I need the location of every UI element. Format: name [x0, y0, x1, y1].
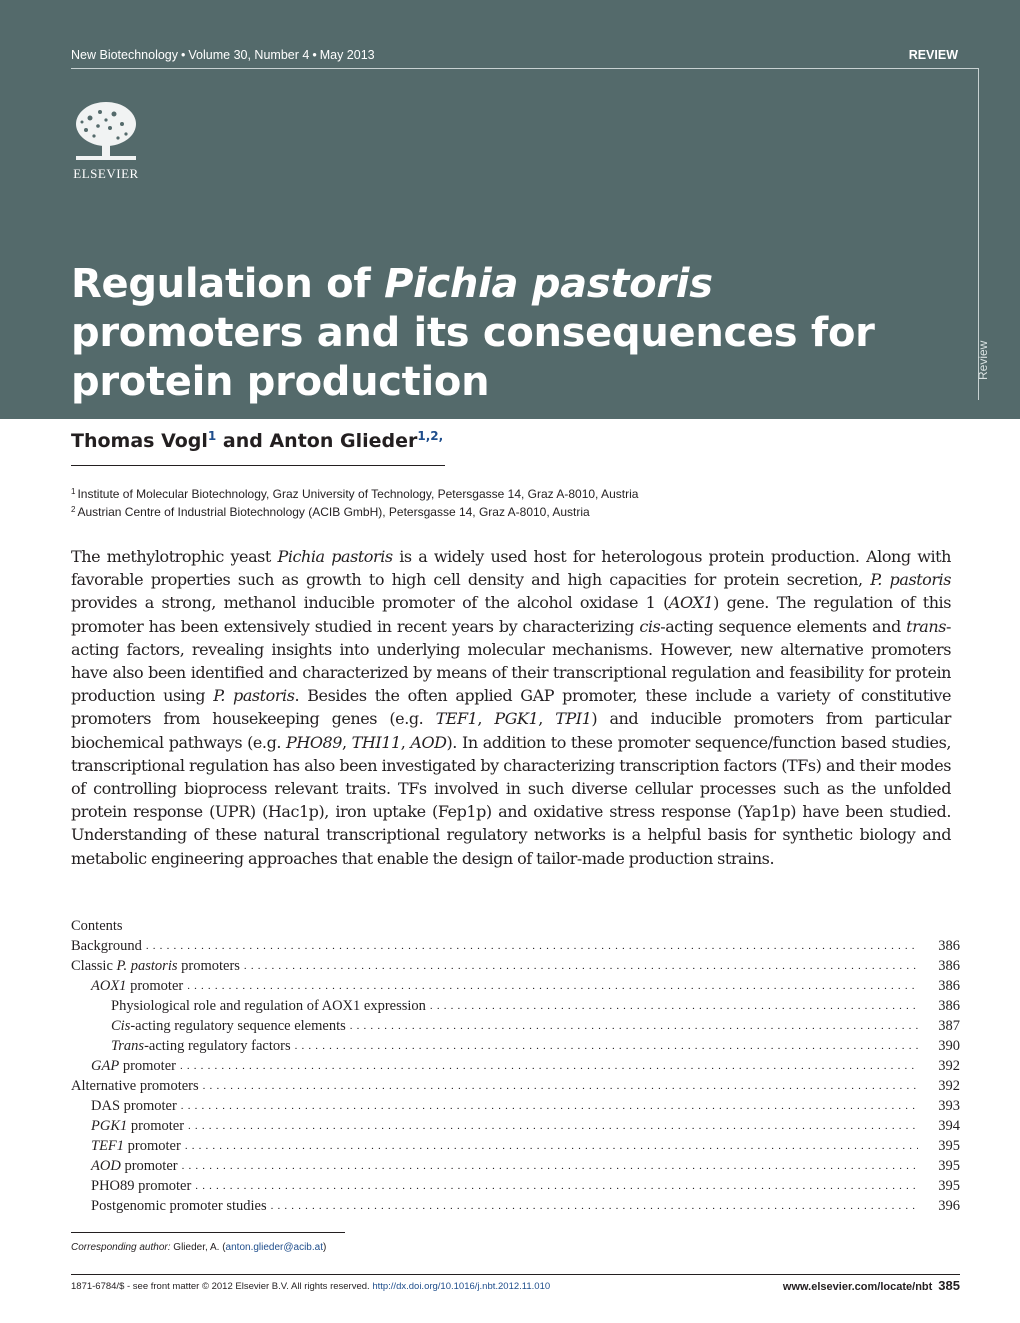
toc-dot-leader: [267, 1196, 918, 1216]
journal-volume: Volume 30, Number 4: [188, 48, 310, 62]
toc-dot-leader: [176, 1056, 918, 1076]
toc-dot-leader: [291, 1036, 918, 1056]
footer-divider: [71, 1274, 960, 1275]
toc-entry-label: [71, 996, 426, 1016]
toc-text: promoter: [124, 1138, 181, 1154]
toc-entry[interactable]: [71, 1096, 960, 1116]
toc-dot-leader: [184, 1116, 918, 1136]
toc-entry-label: [71, 1136, 181, 1156]
toc-page-number: 386: [938, 958, 960, 974]
affiliation-number: 1: [71, 487, 76, 496]
journal-citation: [71, 48, 375, 62]
toc-dot-leader: [191, 1176, 918, 1196]
toc-page-number: 386: [938, 938, 960, 954]
abstract-text: ,: [477, 709, 495, 729]
toc-text: Classic: [71, 958, 117, 974]
corresponding-author: Corresponding author: Glieder, A. (anton.glieder@acib.at): [71, 1242, 327, 1253]
bullet-separator: •: [312, 48, 317, 62]
abstract-text: ). In addition to these promoter sequence/function based studies, transcriptional regulation has also been investigated by characterizing transcription factors (TFs) and their modes of controlling bioprocess relevant traits. TFs involved in such diverse cellular processes such as the unfolded protein response (UPR) (Hac1p), iron uptake (Fep1p) and oxidative stress response (Yap1p) have been studied. Understanding of these natural transcriptional regulatory networks is a helpful basis for synthetic biology and metabolic engineering approaches that enable the design of tailor-made production strains.: [71, 732, 951, 868]
toc-text: Postgenomic promoter studies: [91, 1198, 267, 1214]
toc-page-number: 390: [938, 1038, 960, 1054]
abstract-text: ) and inducible promoters from particular biochemical pathways (e.g.: [71, 709, 951, 752]
toc-dot-leader: [183, 976, 918, 996]
abstract-italic-text: PGK1: [494, 709, 539, 729]
toc-entry-label: [71, 1116, 184, 1136]
journal-name: New Biotechnology: [71, 48, 179, 62]
toc-entry[interactable]: [71, 996, 960, 1016]
toc-entry-label: [71, 1076, 199, 1096]
affiliation: [71, 487, 638, 501]
toc-entry[interactable]: [71, 936, 960, 956]
toc-text: promoter: [126, 978, 184, 994]
header-divider: [71, 68, 978, 69]
footnote-divider: [71, 1232, 345, 1233]
toc-page-number: 386: [938, 998, 960, 1014]
affiliation-text: Austrian Centre of Industrial Biotechnology (ACIB GmbH), Petersgasse 14, Graz A-8010, Austria: [77, 505, 590, 519]
abstract-text: provides a strong, methanol inducible promoter of the alcohol oxidase 1 (: [71, 593, 669, 613]
toc-page-number: 392: [938, 1078, 960, 1094]
toc-entry-label: [71, 1156, 178, 1176]
toc-entry[interactable]: [71, 956, 960, 976]
abstract-italic-text: PHO89: [286, 732, 342, 752]
doi-link[interactable]: http://dx.doi.org/10.1016/j.nbt.2012.11.010: [372, 1281, 551, 1292]
toc-italic-text: GAP: [91, 1058, 120, 1074]
toc-entry[interactable]: [71, 1156, 960, 1176]
toc-page-number: 393: [938, 1098, 960, 1114]
publisher-logo-text: ELSEVIER: [73, 166, 139, 181]
copyright-line: [71, 1281, 550, 1292]
toc-text: promoter: [120, 1158, 178, 1174]
toc-page-number: 395: [938, 1158, 960, 1174]
footer-right: [783, 1278, 960, 1293]
toc-dot-leader: [199, 1076, 918, 1096]
title-italic-text: Pichia pastoris: [384, 261, 713, 307]
toc-page-number: 386: [938, 978, 960, 994]
toc-entry[interactable]: [71, 1076, 960, 1096]
toc-italic-text: PGK1: [91, 1118, 128, 1134]
page-number: 385: [938, 1278, 960, 1293]
abstract-italic-text: trans: [906, 616, 947, 636]
abstract-text: . Besides the often applied GAP promoter, these include a variety of constitutive promoters from housekeeping genes (e.g.: [71, 686, 951, 729]
abstract-italic-text: AOD: [410, 732, 447, 752]
toc-text: promoter: [127, 1118, 185, 1134]
toc-text: promoter: [119, 1058, 176, 1074]
author-conjunction: and: [216, 430, 270, 452]
toc-dot-leader: [346, 1016, 918, 1036]
copyright-text: 1871-6784/$ - see front matter © 2012 Elsevier B.V. All rights reserved.: [71, 1281, 370, 1292]
toc-text: promoters: [177, 958, 240, 974]
toc-page-number: 395: [938, 1178, 960, 1194]
abstract-text: ,: [400, 732, 411, 752]
toc-italic-text: Cis: [111, 1018, 131, 1034]
abstract-text: is a widely used host for heterologous protein production. Along with favorable properties such as growth to high cell density and high capacities for protein secretion,: [71, 547, 952, 590]
abstract-italic-text: THI11: [351, 732, 401, 752]
toc-dot-leader: [181, 1136, 918, 1156]
toc-dot-leader: [426, 996, 918, 1016]
toc-italic-text: TEF1: [91, 1138, 125, 1154]
toc-text: -acting regulatory factors: [144, 1038, 291, 1054]
abstract-text: -acting sequence elements and: [660, 616, 907, 636]
affiliation: [71, 505, 590, 519]
journal-website-link[interactable]: www.elsevier.com/locate/nbt: [782, 1281, 933, 1293]
toc-page-number: 395: [938, 1138, 960, 1154]
toc-text: Physiological role and regulation of AOX1 expression: [111, 998, 426, 1014]
abstract-italic-text: TEF1: [435, 709, 478, 729]
toc-entry[interactable]: [71, 1196, 960, 1216]
section-label: REVIEW: [908, 48, 958, 62]
affiliation-text: Institute of Molecular Biotechnology, Graz University of Technology, Petersgasse 14, Graz A-8010, Austria: [77, 487, 639, 501]
abstract-text: ,: [538, 709, 556, 729]
toc-entry-label: [71, 1016, 346, 1036]
title-text: promoters and its consequences for protein production: [71, 310, 875, 405]
contents-heading: Contents: [71, 918, 123, 934]
toc-entry[interactable]: [71, 976, 960, 996]
corresponding-email-link[interactable]: anton.glieder@acib.at: [225, 1242, 323, 1253]
toc-italic-text: AOD: [91, 1158, 121, 1174]
bullet-separator: •: [181, 48, 186, 62]
toc-text: Alternative promoters: [71, 1078, 199, 1094]
toc-dot-leader: [177, 1096, 918, 1116]
abstract-text: -acting factors, revealing insights into underlying molecular mechanisms. However, new alternative promoters have also been identified and characterized by means of their transcriptional regulation and feasibility for protein production using: [71, 616, 951, 706]
toc-text: PHO89 promoter: [91, 1178, 192, 1194]
toc-text: Background: [71, 938, 142, 954]
side-section-label: Review: [976, 340, 990, 380]
toc-entry-label: [71, 1176, 191, 1196]
author-list: [71, 429, 443, 452]
abstract-italic-text: P. pastoris: [213, 686, 295, 706]
author-affiliation-mark[interactable]: 1,2,: [417, 429, 444, 443]
toc-dot-leader: [142, 936, 918, 956]
journal-date: May 2013: [319, 48, 375, 62]
toc-italic-text: P. pastoris: [116, 958, 178, 974]
toc-text: DAS promoter: [91, 1098, 177, 1114]
toc-page-number: 396: [938, 1198, 960, 1214]
toc-entry-label: [71, 1196, 267, 1216]
abstract-italic-text: Pichia pastoris: [277, 547, 393, 566]
abstract-text: ) gene. The regulation of this promoter has been extensively studied in recent years by characterizing: [71, 593, 951, 636]
toc-page-number: 387: [938, 1018, 960, 1034]
abstract-italic-text: AOX1: [668, 593, 714, 613]
authors-divider: [71, 465, 445, 466]
toc-italic-text: AOX1: [91, 978, 127, 994]
toc-entry[interactable]: [71, 1136, 960, 1156]
toc-entry-label: [71, 956, 240, 976]
affiliation-number: 2: [71, 505, 76, 514]
toc-entry[interactable]: [71, 1176, 960, 1196]
abstract-italic-text: cis: [639, 616, 661, 636]
author-name: Anton Glieder: [269, 430, 418, 452]
toc-entry-label: [71, 936, 142, 956]
corresponding-name: Glieder, A.: [173, 1242, 220, 1253]
abstract-italic-text: P. pastoris: [870, 570, 951, 590]
toc-page-number: 394: [938, 1118, 960, 1134]
title-text: Regulation of: [71, 261, 385, 307]
toc-entry-label: [71, 1036, 291, 1056]
toc-dot-leader: [178, 1156, 918, 1176]
toc-italic-text: Trans: [111, 1038, 145, 1054]
toc-dot-leader: [240, 956, 918, 976]
table-of-contents: [71, 916, 960, 1216]
article-title: [71, 260, 951, 407]
author-name: Thomas Vogl: [71, 430, 208, 452]
toc-page-number: 392: [938, 1058, 960, 1074]
abstract-italic-text: TPI1: [555, 709, 592, 729]
toc-entry-label: [71, 976, 183, 996]
toc-text: -acting regulatory sequence elements: [130, 1018, 346, 1034]
corresponding-label: Corresponding author:: [71, 1242, 171, 1253]
toc-entry[interactable]: [71, 1116, 960, 1136]
toc-entry[interactable]: [71, 1056, 960, 1076]
abstract: [71, 545, 951, 870]
toc-entry[interactable]: [71, 1016, 960, 1036]
toc-entry-label: [71, 1056, 176, 1076]
toc-entry-label: [71, 1096, 177, 1116]
author-affiliation-mark[interactable]: 1: [207, 429, 217, 443]
abstract-text: The methylotrophic yeast: [71, 547, 278, 566]
abstract-text: ,: [341, 732, 352, 752]
toc-entry[interactable]: [71, 1036, 960, 1056]
